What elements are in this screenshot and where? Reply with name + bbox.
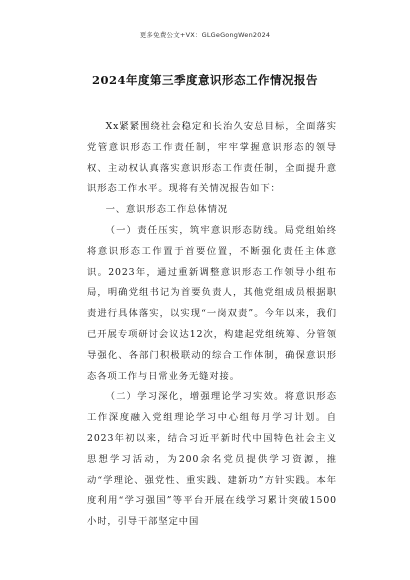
paragraph-study: （二）学习深化，增强理论学习实效。将意识形态工作深度融入党组理论学习中心组每月学习计划。自2023年初以来，结合习近平新时代中国特色社会主义思想学习活动，为200余名党员提供学习资源，推动“学理论、强党性、重实践、建新功”方针实践。本年度利用“学习强国”等平台开展在线学习累计突破1500小时，引导干部坚定中国	[87, 391, 337, 528]
section-heading: 一、意识形态工作总体情况	[105, 204, 228, 216]
document-body	[87, 117, 337, 533]
document-title: 2024年度第三季度意识形态工作情况报告	[91, 73, 318, 87]
intro-paragraph: Xx紧紧围绕社会稳定和长治久安总目标，全面落实党管意识形态工作责任制，牢牢掌握意识形态的领导权、主动权认真落实意识形态工作责任制，全面提升意识形态工作水平。现将有关情况报告如下：	[87, 121, 337, 195]
header-note: 更多免费公文+VX：GLGeGongWen2024	[139, 31, 271, 39]
paragraph-responsibility: （一）责任压实，筑牢意识形态防线。局党组始终将意识形态工作置于首要位置，不断强化责任主体意识。2023年，通过重新调整意识形态工作领导小组布局，明确党组书记为首要负责人，其他党组成员根据职责进行具体落实，以实现“一岗双责”。今年以来，我们已开展专项研讨会议达12次，构建起党组统筹、分管领导强化、各部门积极联动的综合工作体制，确保意识形态各项工作与日常业务无缝对接。	[87, 224, 337, 382]
